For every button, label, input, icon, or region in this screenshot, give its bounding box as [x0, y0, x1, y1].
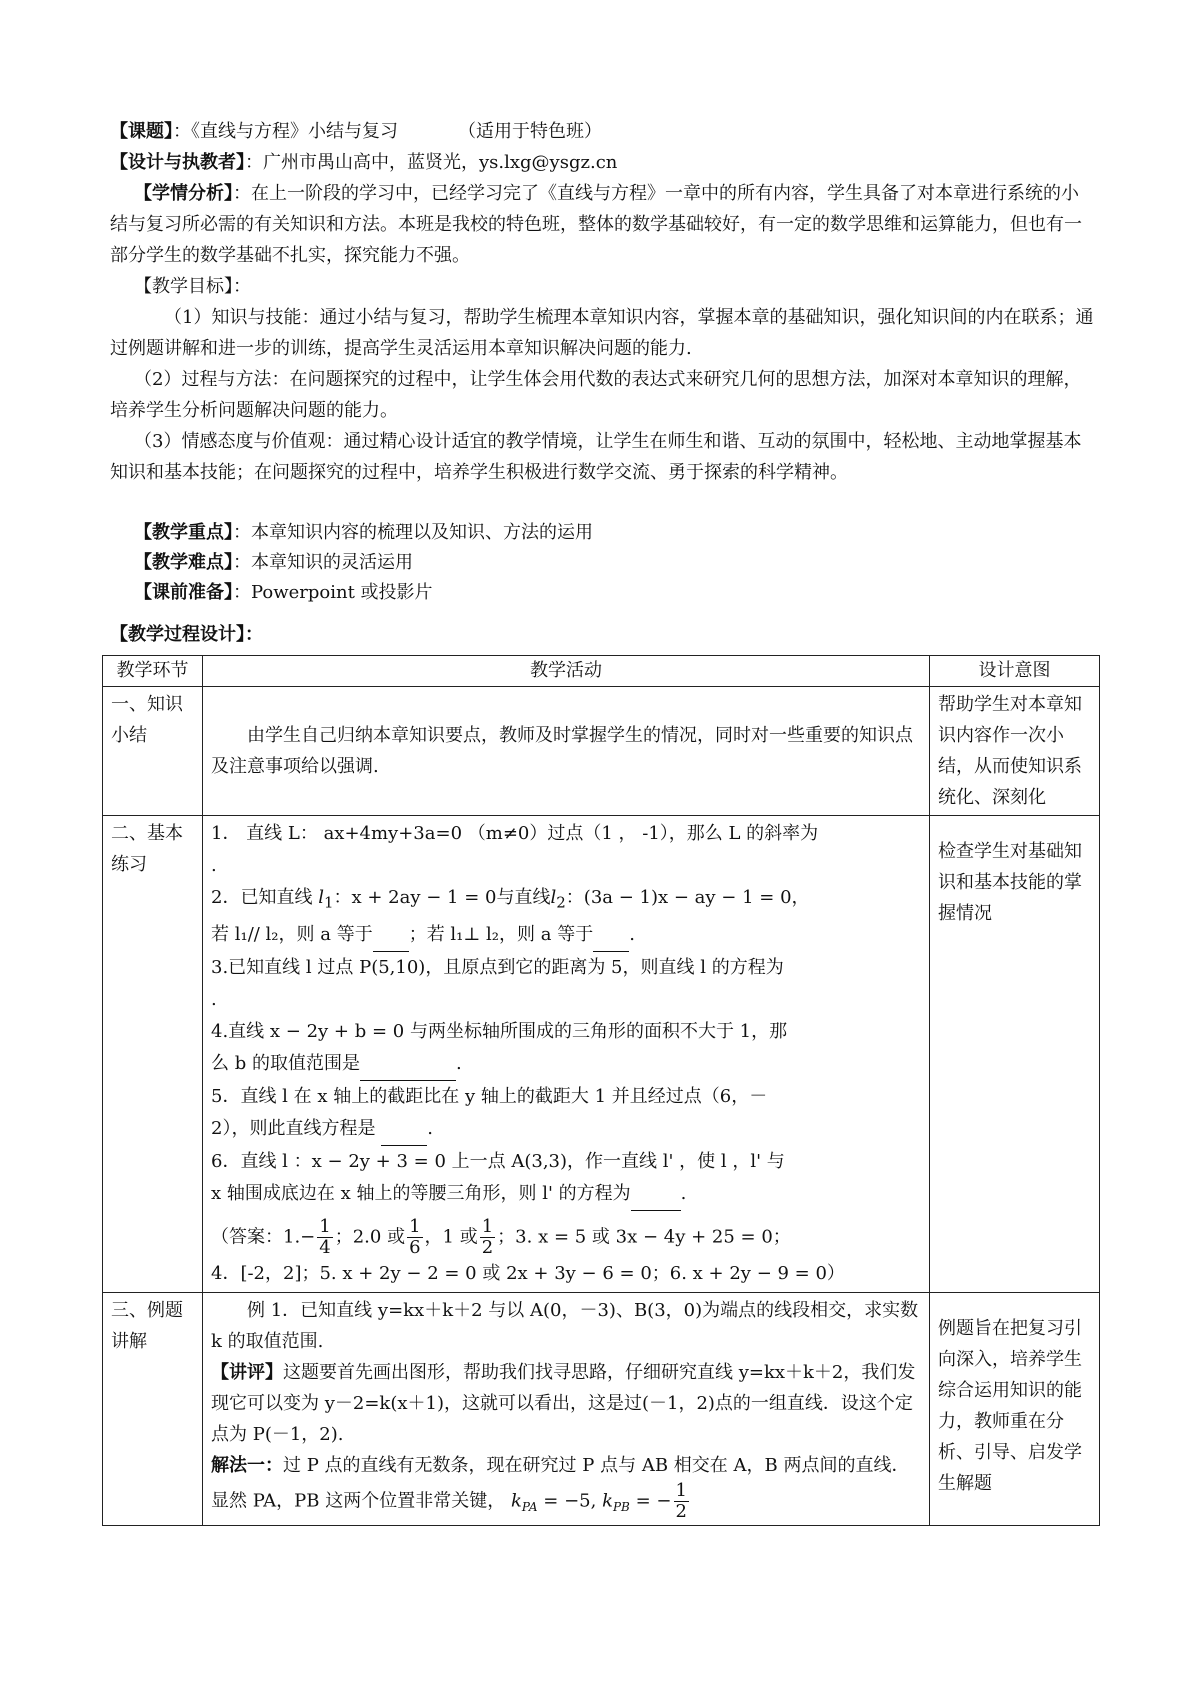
fraction-numerator: 1 [675, 1479, 687, 1501]
stage-cell: 三、例题讲解 [103, 1292, 203, 1525]
answer-blank [381, 1113, 427, 1146]
exercise-2-text-c: ；若 l₁⊥ l₂，则 a 等于 [408, 923, 594, 945]
exercise-2-text-mid: 与直线 [496, 887, 551, 908]
fraction-one-half [480, 1217, 495, 1258]
topic-text: ：《直线与方程》小结与复习 [173, 121, 398, 142]
stage-cell: 二、基本练习 [103, 816, 203, 1293]
header-stage: 教学环节 [103, 656, 203, 687]
exercise-6-text-b: x 轴围成底边在 x 轴上的等腰三角形，则 l' 的方程为 [211, 1182, 631, 1204]
stage-cell: 一、知识小结 [103, 687, 203, 816]
table-row [103, 1292, 1100, 1525]
fraction-one-sixth [407, 1217, 422, 1258]
answers-text-a2: ；2.0 或 [334, 1226, 406, 1248]
goal-item-3: （3）情感态度与价值观：通过精心设计适宜的教学情境，让学生在师生和谐、互动的氛围中，轻松地、主动地掌握基本知识和基本技能；在问题探究的过程中，培养学生积极进行数学交流、勇于探索的科学精神。 [110, 431, 1082, 483]
exercise-5-text-a: 5．直线 l 在 x 轴上的截距比在 y 轴上的截距大 1 并且经过点（6，－ [211, 1085, 768, 1107]
answers-text-a3: ，1 或 [424, 1226, 478, 1248]
line-l2-symbol: l [550, 887, 557, 908]
header-activity: 教学活动 [203, 656, 930, 687]
exercise-6 [211, 1146, 921, 1211]
goal-item-2: （2）过程与方法：在问题探究的过程中，让学生体会用代数的表达式来研究几何的思想方法，加深对本章知识的理解，培养学生分析问题解决问题的能力。 [110, 369, 1082, 421]
example-comment [211, 1357, 921, 1450]
exercise-5-end: . [427, 1117, 433, 1139]
exercise-2 [211, 882, 921, 952]
slope-pa-subscript: PA [521, 1499, 538, 1514]
exercise-4 [211, 1016, 921, 1081]
exercise-3-text: 3.已知直线 l 过点 P(5,10)，且原点到它的距离为 5，则直线 l 的方程为 [211, 956, 784, 978]
process-heading [110, 620, 1100, 650]
exercise-1 [211, 818, 921, 882]
answers-text-a4: ；3. x = 5 或 3x − 4y + 25 = 0； [497, 1226, 791, 1248]
intent-cell: 例题旨在把复习引向深入，培养学生综合运用知识的能力，教师重在分析、引导、启发学生解题 [930, 1292, 1100, 1525]
exercise-2-eq1: ：x + 2ay − 1 = 0 [333, 887, 497, 908]
example-cell [203, 1292, 930, 1525]
exercise-cell [203, 816, 930, 1293]
comment-label: 【讲评】 [211, 1361, 283, 1383]
answers-line-1 [211, 1217, 921, 1258]
solution-text: 过 P 点的直线有无数条，现在研究过 P 点与 AB 相交在 A，B 两点间的直线．显然 PA，PB 这两个位置非常关键， [211, 1454, 910, 1512]
fraction-one-half [674, 1481, 689, 1522]
fraction-denominator: 4 [319, 1236, 331, 1258]
exercise-6-text-a: 6．直线 l ：x − 2y + 3 = 0 上一点 A(3,3)，作一直线 l' ，使 l ，l' 与 [211, 1150, 785, 1172]
process-label: 【教学过程设计】： [110, 624, 263, 645]
answer-blank [373, 919, 409, 952]
solution-label: 解法一： [211, 1454, 283, 1476]
exercise-1-end: . [211, 855, 217, 876]
answer-blank [593, 919, 629, 952]
exercise-5 [211, 1081, 921, 1146]
exercise-1-text: 1． 直线 L： ax+4my+3a=0 （m≠0）过点（1 ， -1），那么 L 的斜率为 [211, 823, 819, 844]
fraction-denominator: 2 [481, 1236, 494, 1258]
exercise-3-end: . [211, 988, 217, 1010]
fraction-one-quarter [317, 1217, 332, 1258]
table-header-row [103, 656, 1100, 687]
exercise-4-end: . [455, 1052, 462, 1074]
line-l1-subscript: 1 [323, 893, 334, 912]
difficulty-line [134, 548, 1124, 578]
activity-cell [203, 687, 930, 816]
difficulty-label: 【教学难点】 [134, 552, 233, 573]
example-solution [211, 1450, 921, 1523]
intent-cell: 检查学生对基础知识和基本技能的掌握情况 [930, 816, 1100, 1293]
exercise-4-text-a: 4.直线 x − 2y + b = 0 与两坐标轴所围成的三角形的面积不大于 1，那 [211, 1020, 788, 1042]
exercise-2-end: . [629, 923, 635, 945]
line-l1-symbol: l [318, 887, 324, 908]
preparation-line [134, 578, 1124, 608]
table-row [103, 687, 1100, 816]
analysis-label: 【学情分析】 [134, 183, 233, 204]
analysis-paragraph [110, 178, 1095, 271]
activity-text: 由学生自己归纳本章知识要点，教师及时掌握学生的情况，同时对一些重要的知识点及注意事项给以强调. [211, 725, 913, 777]
key-point-text: ：本章知识内容的梳理以及知识、方法的运用 [233, 522, 593, 543]
slope-pb-subscript: PB [612, 1499, 630, 1514]
difficulty-text: ：本章知识的灵活运用 [233, 552, 413, 573]
goals-heading: 【教学目标】： [134, 276, 251, 297]
goal-item-1: （1）知识与技能：通过小结与复习，帮助学生梳理本章知识内容，掌握本章的基础知识，强化知识间的内在联系；通过例题讲解和进一步的训练，提高学生灵活运用本章知识解决问题的能力. [110, 307, 1094, 359]
answer-blank [360, 1048, 456, 1081]
comment-text: 这题要首先画出图形，帮助我们找寻思路，仔细研究直线 y=kx＋k＋2，我们发现它可以变为 y－2=k(x＋1)，这就可以看出，这是过(－1，2)点的一组直线．设这个定点为 P(－1，2). [211, 1361, 916, 1445]
designer-label: 【设计与执教者】 [110, 152, 245, 173]
topic-note: （适用于特色班） [458, 121, 602, 142]
line-l2-subscript: 2 [556, 893, 566, 912]
answer-blank [631, 1178, 681, 1211]
example-1: 例 1．已知直线 y=kx＋k＋2 与以 A(0，－3)、B(3，0)为端点的线段相交，求实数 k 的取值范围. [211, 1299, 919, 1352]
header-intent: 设计意图 [930, 656, 1100, 687]
exercise-3 [211, 952, 921, 1016]
exercise-6-end: . [680, 1182, 687, 1204]
answers-line-2: 4．[-2，2]；5. x + 2y − 2 = 0 或 2x + 3y − 6 = 0；6. x + 2y − 9 = 0） [211, 1262, 845, 1284]
fraction-numerator: 1 [409, 1215, 421, 1237]
fraction-denominator: 6 [409, 1236, 421, 1258]
table-row [103, 816, 1100, 1293]
key-point-line [134, 518, 1124, 548]
fraction-denominator: 2 [675, 1500, 687, 1522]
exercise-5-text-b: 2），则此直线方程是 [211, 1117, 376, 1139]
fraction-numerator: 1 [319, 1215, 331, 1237]
exercise-4-text-b: 么 b 的取值范围是 [211, 1052, 360, 1074]
slope-k-symbol: k [602, 1490, 613, 1512]
fraction-numerator: 1 [481, 1215, 494, 1237]
answers-text-a1: （答案：1.− [211, 1226, 316, 1248]
slope-pb-value: = − [629, 1490, 672, 1512]
designer-line [110, 148, 1100, 178]
slope-pa-value: = −5, [537, 1490, 603, 1512]
analysis-text: ：在上一阶段的学习中，已经学习完了《直线与方程》一章中的所有内容，学生具备了对本章进行系统的小结与复习所必需的有关知识和方法。本班是我校的特色班，整体的数学基础较好，有一定的数学思维和运算能力，但也有一部分学生的数学基础不扎实，探究能力不强。 [110, 183, 1082, 266]
process-table [102, 655, 1100, 1526]
intent-cell: 帮助学生对本章知识内容作一次小结，从而使知识系统化、深刻化 [930, 687, 1100, 816]
topic-label: 【课题】 [110, 121, 173, 142]
exercise-2-text-b: 若 l₁// l₂，则 a 等于 [211, 923, 373, 945]
key-point-label: 【教学重点】 [134, 522, 233, 543]
preparation-text: ：Powerpoint 或投影片 [233, 582, 433, 603]
slope-k-symbol: k [510, 1490, 522, 1512]
designer-text: ：广州市禺山高中，蓝贤光，ys.lxg@ysgz.cn [245, 152, 618, 173]
preparation-label: 【课前准备】 [134, 582, 233, 603]
exercise-2-text-a: 2．已知直线 [211, 887, 313, 908]
topic-line [110, 117, 1100, 147]
exercise-2-eq2: ：(3a − 1)x − ay − 1 = 0， [565, 887, 810, 908]
